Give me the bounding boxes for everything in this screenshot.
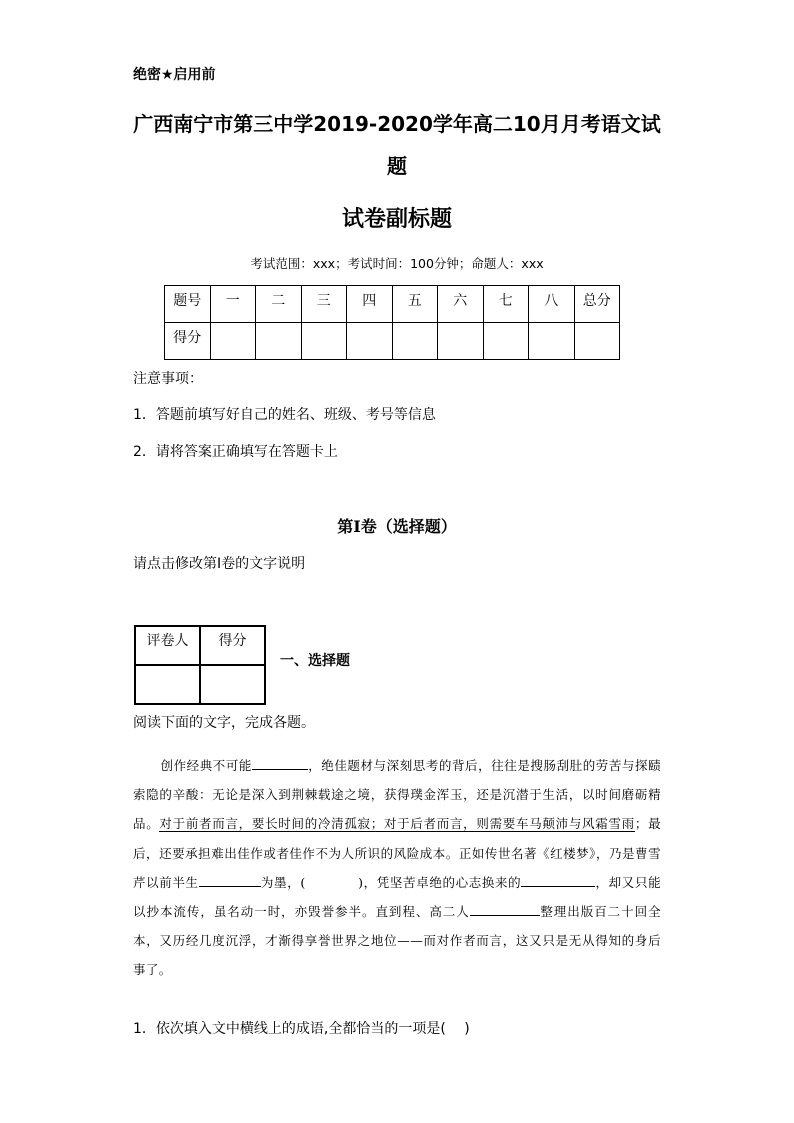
grader-cell <box>135 665 200 704</box>
exam-title-line1: 广西南宁市第三中学2019-2020学年高二10月月考语文试 <box>133 112 661 136</box>
score-col-5: 五 <box>392 286 438 323</box>
score-cell <box>438 323 484 360</box>
fill-blank <box>470 901 540 916</box>
score-cell <box>347 323 393 360</box>
score-table-score-row <box>165 323 620 360</box>
passage-text: ，绝佳题材与深刻思考的背后，往往是搜肠刮肚的劳苦与探赜索隐的辛酸：无论是深入到荆棘载途之境，获得璞金浑玉，还是沉潜于生活，以时间磨砺精品。 <box>133 758 661 832</box>
score-cell <box>529 323 575 360</box>
note-item: 2．请将答案正确填写在答题卡上 <box>133 444 338 460</box>
score-col-total: 总分 <box>574 286 620 323</box>
part-title: 第I卷（选择题） <box>337 517 457 536</box>
note-item: 1．答题前填写好自己的姓名、班级、考号等信息 <box>133 407 436 423</box>
passage-text: 整理出版百二十回全本，又历经几度沉浮，才渐得享誉世界之地位——而对作者而言，这又只是无从得知的身后事了。 <box>133 904 661 978</box>
score-cell <box>574 323 620 360</box>
score-col-4: 四 <box>347 286 393 323</box>
question-1: 1．依次填入文中横线上的成语,全都恰当的一项是( ) <box>133 1021 470 1037</box>
passage-text: )，凭坚苦卓绝的心志换来的 <box>358 874 522 890</box>
part-note: 请点击修改第I卷的文字说明 <box>133 556 306 572</box>
grader-table <box>134 625 266 705</box>
score-col-2: 二 <box>256 286 302 323</box>
passage-text: 创作经典不可能 <box>160 758 253 773</box>
grader-score-label: 得分 <box>200 626 265 665</box>
notes-heading: 注意事项： <box>133 371 203 387</box>
passage-text: ，却又只能以抄本流传，虽名动一时，亦毁誉参半。直到程、高二人 <box>133 874 661 920</box>
exam-title-line2: 题 <box>387 154 407 178</box>
section-title: 一、选择题 <box>280 653 350 669</box>
score-cell <box>301 323 347 360</box>
score-col-7: 七 <box>483 286 529 323</box>
score-cell <box>210 323 256 360</box>
score-col-8: 八 <box>529 286 575 323</box>
passage-text: ；最后，还要承担难出佳作或者佳作不为人所识的风险成本。正如传世名著《红楼梦》，乃是曹雪芹以前半生 <box>133 816 661 890</box>
score-col-6: 六 <box>438 286 484 323</box>
score-cell <box>483 323 529 360</box>
reading-instruction: 阅读下面的文字，完成各题。 <box>133 715 315 731</box>
score-table <box>164 285 620 360</box>
grader-score-cell <box>200 665 265 704</box>
score-table-header-row <box>165 286 620 323</box>
exam-subtitle: 试卷副标题 <box>341 207 452 232</box>
fill-blank <box>199 872 261 887</box>
passage-text: 为墨，( <box>260 874 306 890</box>
score-header-label: 题号 <box>165 286 211 323</box>
fill-blank <box>521 872 595 887</box>
reading-passage <box>133 751 661 985</box>
score-cell <box>392 323 438 360</box>
score-row-label: 得分 <box>165 323 211 360</box>
underlined-sentence: 对于前者而言，要长时间的冷清孤寂；对于后者而言，则需要车马颠沛与风霜雪雨 <box>159 816 635 832</box>
secret-label: 绝密★启用前 <box>133 67 216 83</box>
score-col-3: 三 <box>301 286 347 323</box>
score-cell <box>256 323 302 360</box>
grader-label: 评卷人 <box>135 626 200 665</box>
fill-blank <box>252 755 308 770</box>
exam-info: 考试范围：xxx；考试时间：100分钟；命题人：xxx <box>250 256 544 271</box>
score-col-1: 一 <box>210 286 256 323</box>
